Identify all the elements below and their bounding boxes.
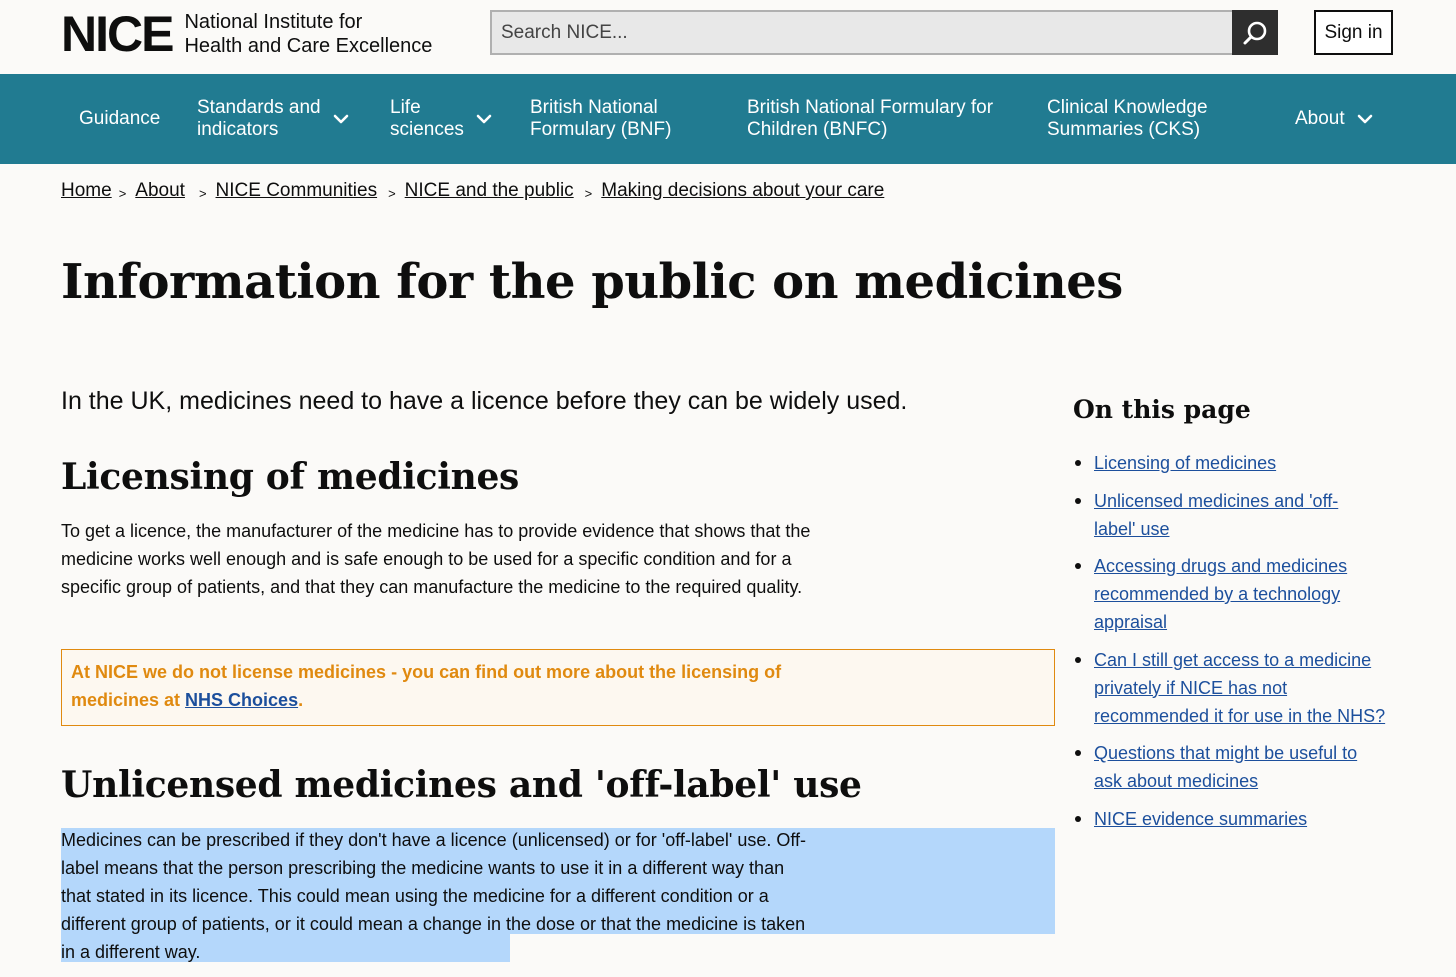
- breadcrumb-separator: >: [118, 185, 127, 201]
- nav-item-cks[interactable]: [1047, 74, 1208, 164]
- nav-label-line2: sciences: [390, 119, 464, 140]
- nav-item-life-sciences[interactable]: [390, 74, 492, 164]
- chevron-down-icon: [1357, 114, 1373, 124]
- licensing-callout: [61, 649, 1055, 726]
- toc-link-questions[interactable]: Questions that might be useful to ask about medicines: [1094, 743, 1358, 791]
- nav-label-line2: Children (BNFC): [747, 119, 888, 140]
- toc-item: [1073, 449, 1403, 477]
- licensing-paragraph: To get a licence, the manufacturer of the medicine has to provide evidence that shows that the medicine works well enough and is safe enough to be used for a specific condition and for a specific group of patients, and that they can manufacture the medicine to the required quality.: [61, 521, 811, 597]
- lead-paragraph: In the UK, medicines need to have a licence before they can be widely used.: [61, 387, 908, 415]
- breadcrumb-about[interactable]: About: [135, 180, 185, 201]
- nav-label: About: [1295, 108, 1345, 129]
- toc-link-evidence-summaries[interactable]: NICE evidence summaries: [1094, 808, 1308, 829]
- breadcrumb-separator: >: [198, 185, 207, 201]
- chevron-down-icon: [476, 114, 492, 124]
- nav-label: [747, 97, 993, 141]
- toc-link-accessing-drugs[interactable]: Accessing drugs and medicines recommended by a technology appraisal: [1094, 556, 1348, 632]
- callout-body: At NICE we do not license medicines - you can find out more about the licensing of medicines at: [71, 662, 782, 710]
- page-title: Information for the public on medicines: [61, 254, 1123, 310]
- logo-line-1: National Institute for: [184, 11, 363, 33]
- nav-label: [390, 97, 464, 141]
- toc-item: [1073, 739, 1383, 795]
- nav-label: [197, 97, 321, 141]
- nav-label-line2: Formulary (BNF): [530, 119, 672, 140]
- search-button[interactable]: [1232, 10, 1278, 55]
- breadcrumb: [61, 180, 884, 202]
- logo-text: [184, 10, 432, 58]
- section-heading-unlicensed: Unlicensed medicines and 'off-label' use: [61, 764, 862, 806]
- callout-end: .: [298, 690, 304, 710]
- section-heading-licensing: Licensing of medicines: [61, 456, 520, 498]
- breadcrumb-separator: >: [584, 185, 593, 201]
- nav-label: [1047, 97, 1208, 141]
- nice-logo[interactable]: [61, 8, 432, 60]
- chevron-down-icon: [333, 114, 349, 124]
- breadcrumb-making-decisions[interactable]: Making decisions about your care: [601, 180, 885, 201]
- breadcrumb-nice-communities[interactable]: NICE Communities: [215, 180, 378, 201]
- breadcrumb-separator: >: [388, 185, 396, 201]
- breadcrumb-home[interactable]: Home: [61, 180, 112, 201]
- toc-link-private-access[interactable]: Can I still get access to a medicine privately if NICE has not recommended it for use in the NHS?: [1094, 649, 1386, 726]
- nav-label-line1: British National Formulary for: [747, 97, 994, 118]
- toc-link-licensing[interactable]: Licensing of medicines: [1094, 453, 1277, 473]
- search-icon: [1242, 20, 1268, 46]
- nav-item-about[interactable]: [1295, 74, 1373, 164]
- toc-item: [1073, 646, 1393, 730]
- callout-text: [71, 658, 831, 714]
- sign-in-button[interactable]: Sign in: [1314, 10, 1393, 55]
- nhs-choices-link[interactable]: NHS Choices: [185, 690, 299, 710]
- logo-line-2: Health and Care Excellence: [184, 35, 433, 57]
- toc-link-unlicensed[interactable]: Unlicensed medicines and 'off-label' use: [1094, 490, 1339, 539]
- search-form: [490, 10, 1278, 55]
- nav-label-line2: Summaries (CKS): [1047, 119, 1201, 140]
- site-header: [0, 0, 1456, 74]
- nav-label-line2: indicators: [197, 119, 279, 140]
- breadcrumb-nice-and-the-public[interactable]: NICE and the public: [404, 180, 574, 201]
- toc-item: [1073, 487, 1373, 543]
- nav-item-bnfc[interactable]: [747, 74, 993, 164]
- on-this-page-title: On this page: [1073, 395, 1251, 424]
- nav-label-line1: Life: [390, 97, 421, 118]
- nav-item-standards[interactable]: [197, 74, 349, 164]
- nav-label-line1: Standards and: [197, 97, 321, 118]
- search-input[interactable]: [490, 10, 1232, 55]
- nav-item-guidance[interactable]: [79, 74, 160, 164]
- nav-label: [530, 97, 671, 141]
- logo-mark: NICE: [61, 6, 173, 62]
- main-nav: [0, 74, 1456, 164]
- toc-item: [1073, 552, 1373, 636]
- unlicensed-paragraph[interactable]: Medicines can be prescribed if they don't have a licence (unlicensed) or for 'off-label' use. Off-label means that the person prescribing the medicine wants to use it in a different way than that stated in its licence. This could mean using the medicine for a different condition or a different group of patients, or it could mean a change in the dose or that the medicine is taken in a different way.: [61, 830, 807, 962]
- toc-item: [1073, 805, 1403, 833]
- nav-label-line1: Clinical Knowledge: [1047, 97, 1208, 118]
- nav-label: Guidance: [79, 108, 161, 129]
- nav-item-bnf[interactable]: [530, 74, 671, 164]
- nav-label-line1: British National: [530, 97, 658, 118]
- on-this-page-list: [1073, 449, 1403, 842]
